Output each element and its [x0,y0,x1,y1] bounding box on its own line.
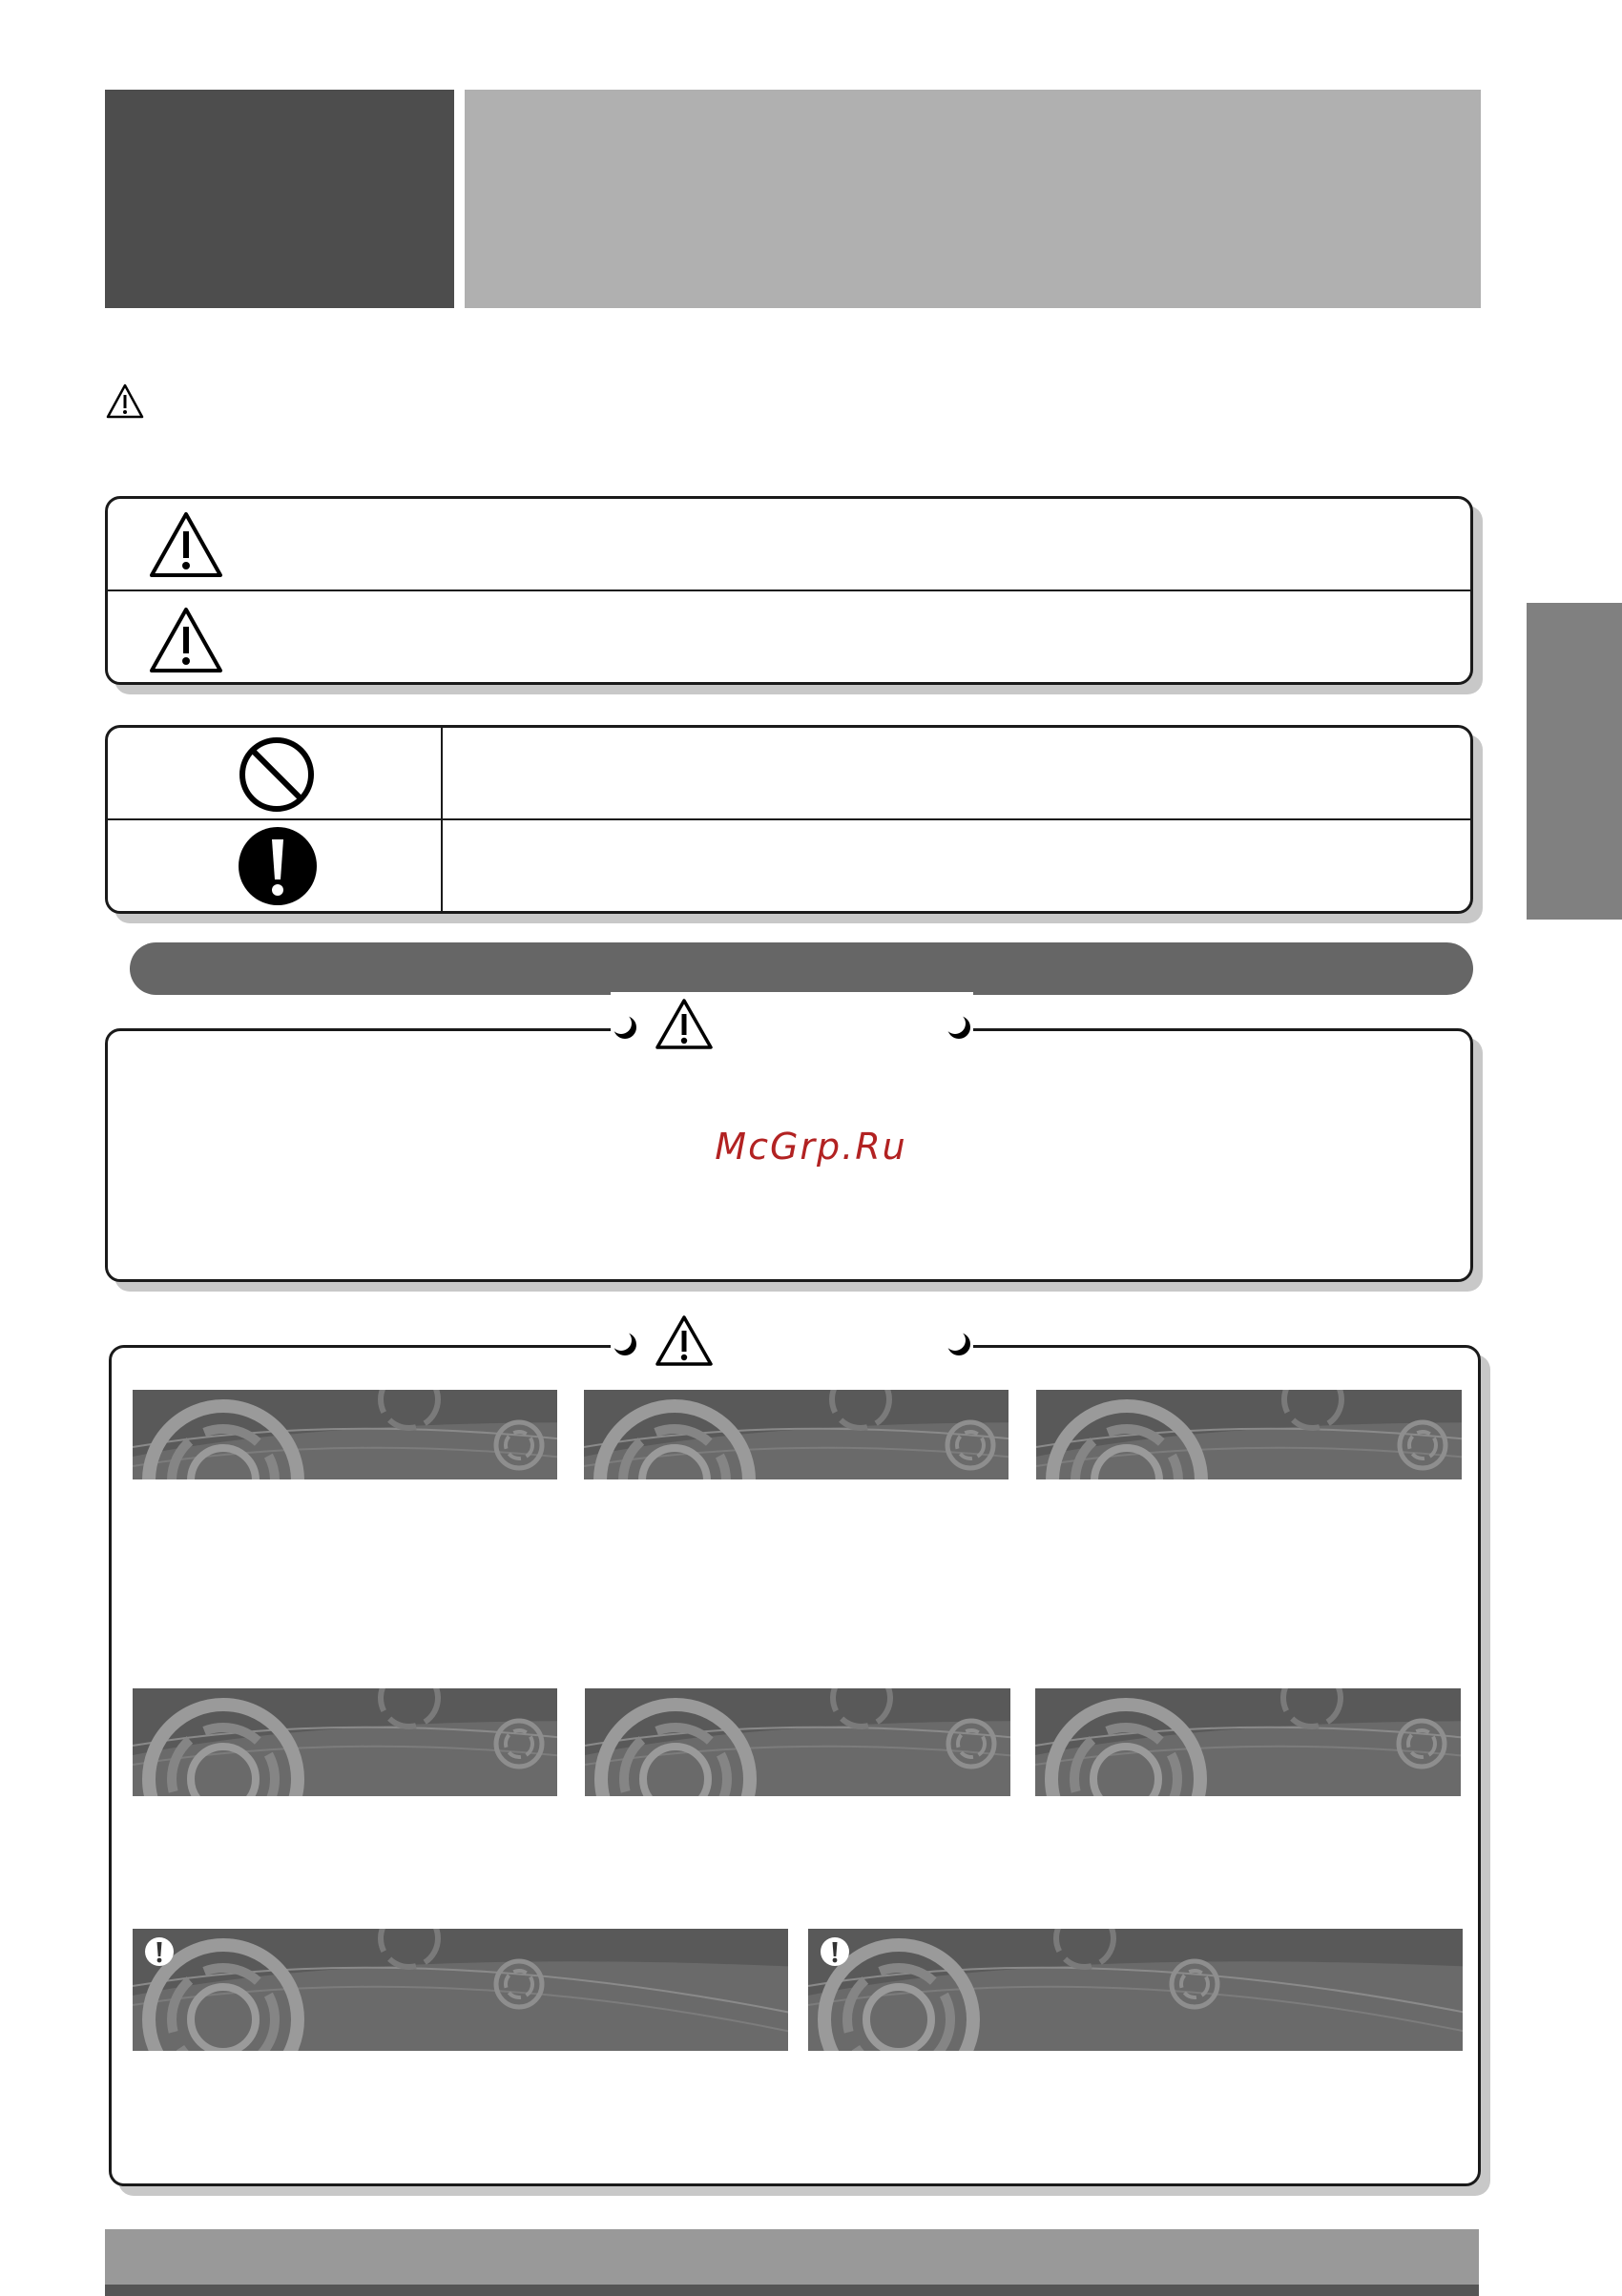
severity-legend [105,496,1473,685]
prohibited-icon [238,735,316,814]
bullet-left-icon [611,1330,639,1358]
intro-text [157,386,1474,424]
symbol-legend [105,725,1473,914]
bullet-right-icon [945,1330,973,1358]
banner-art [1036,1390,1462,1479]
warning-triangle-icon [655,1314,714,1368]
caution-heading-text [725,1323,916,1361]
mandatory-exclamation-icon [144,1936,175,1967]
caution-card-banner-7 [133,1929,788,2051]
caution-card-caption-1 [133,1488,557,1631]
warning-triangle-icon [105,383,145,421]
banner-art [133,1688,557,1796]
banner-art [808,1929,1463,2051]
caution-card-banner-1 [133,1390,557,1479]
banner-art [584,1390,1009,1479]
warning-triangle-icon [148,510,224,579]
warning-triangle-icon [655,998,714,1051]
caution-card-banner-8 [808,1929,1463,2051]
caution-card-caption-2 [584,1488,1009,1631]
warning-heading-text [725,1006,916,1045]
caution-heading [611,1309,973,1366]
caution-card-banner-5 [585,1688,1010,1796]
banner-art [133,1390,557,1479]
symbol-label-prohibited [461,755,1453,793]
caution-card-caption-4 [133,1805,557,1919]
header-banner [465,90,1481,308]
caution-card-caption-7 [133,2060,788,2165]
section-title-bar [130,942,1473,995]
footer-strip [105,2285,1479,2296]
side-chapter-tab [1527,603,1622,920]
caution-card-banner-3 [1036,1390,1462,1479]
banner-art [1035,1688,1461,1796]
chapter-block [105,90,454,308]
symbol-label-mandatory [461,850,1453,888]
watermark: McGrp.Ru [715,1126,907,1168]
mandatory-exclamation-icon [238,826,318,906]
caution-card-banner-2 [584,1390,1009,1479]
caution-card-caption-3 [1036,1488,1462,1631]
caution-card-banner-6 [1035,1688,1461,1796]
caution-card-caption-8 [808,2060,1463,2165]
mandatory-exclamation-icon [820,1936,850,1967]
severity-label-1 [251,526,1444,564]
banner-art [585,1688,1010,1796]
caution-card-caption-5 [585,1805,1010,1919]
severity-label-2 [251,621,1444,659]
caution-card-banner-4 [133,1688,557,1796]
caution-card-caption-6 [1035,1805,1461,1919]
bullet-right-icon [945,1013,973,1042]
warning-heading [611,992,973,1049]
banner-art [133,1929,788,2051]
warning-triangle-icon [148,606,224,674]
bullet-left-icon [611,1013,639,1042]
